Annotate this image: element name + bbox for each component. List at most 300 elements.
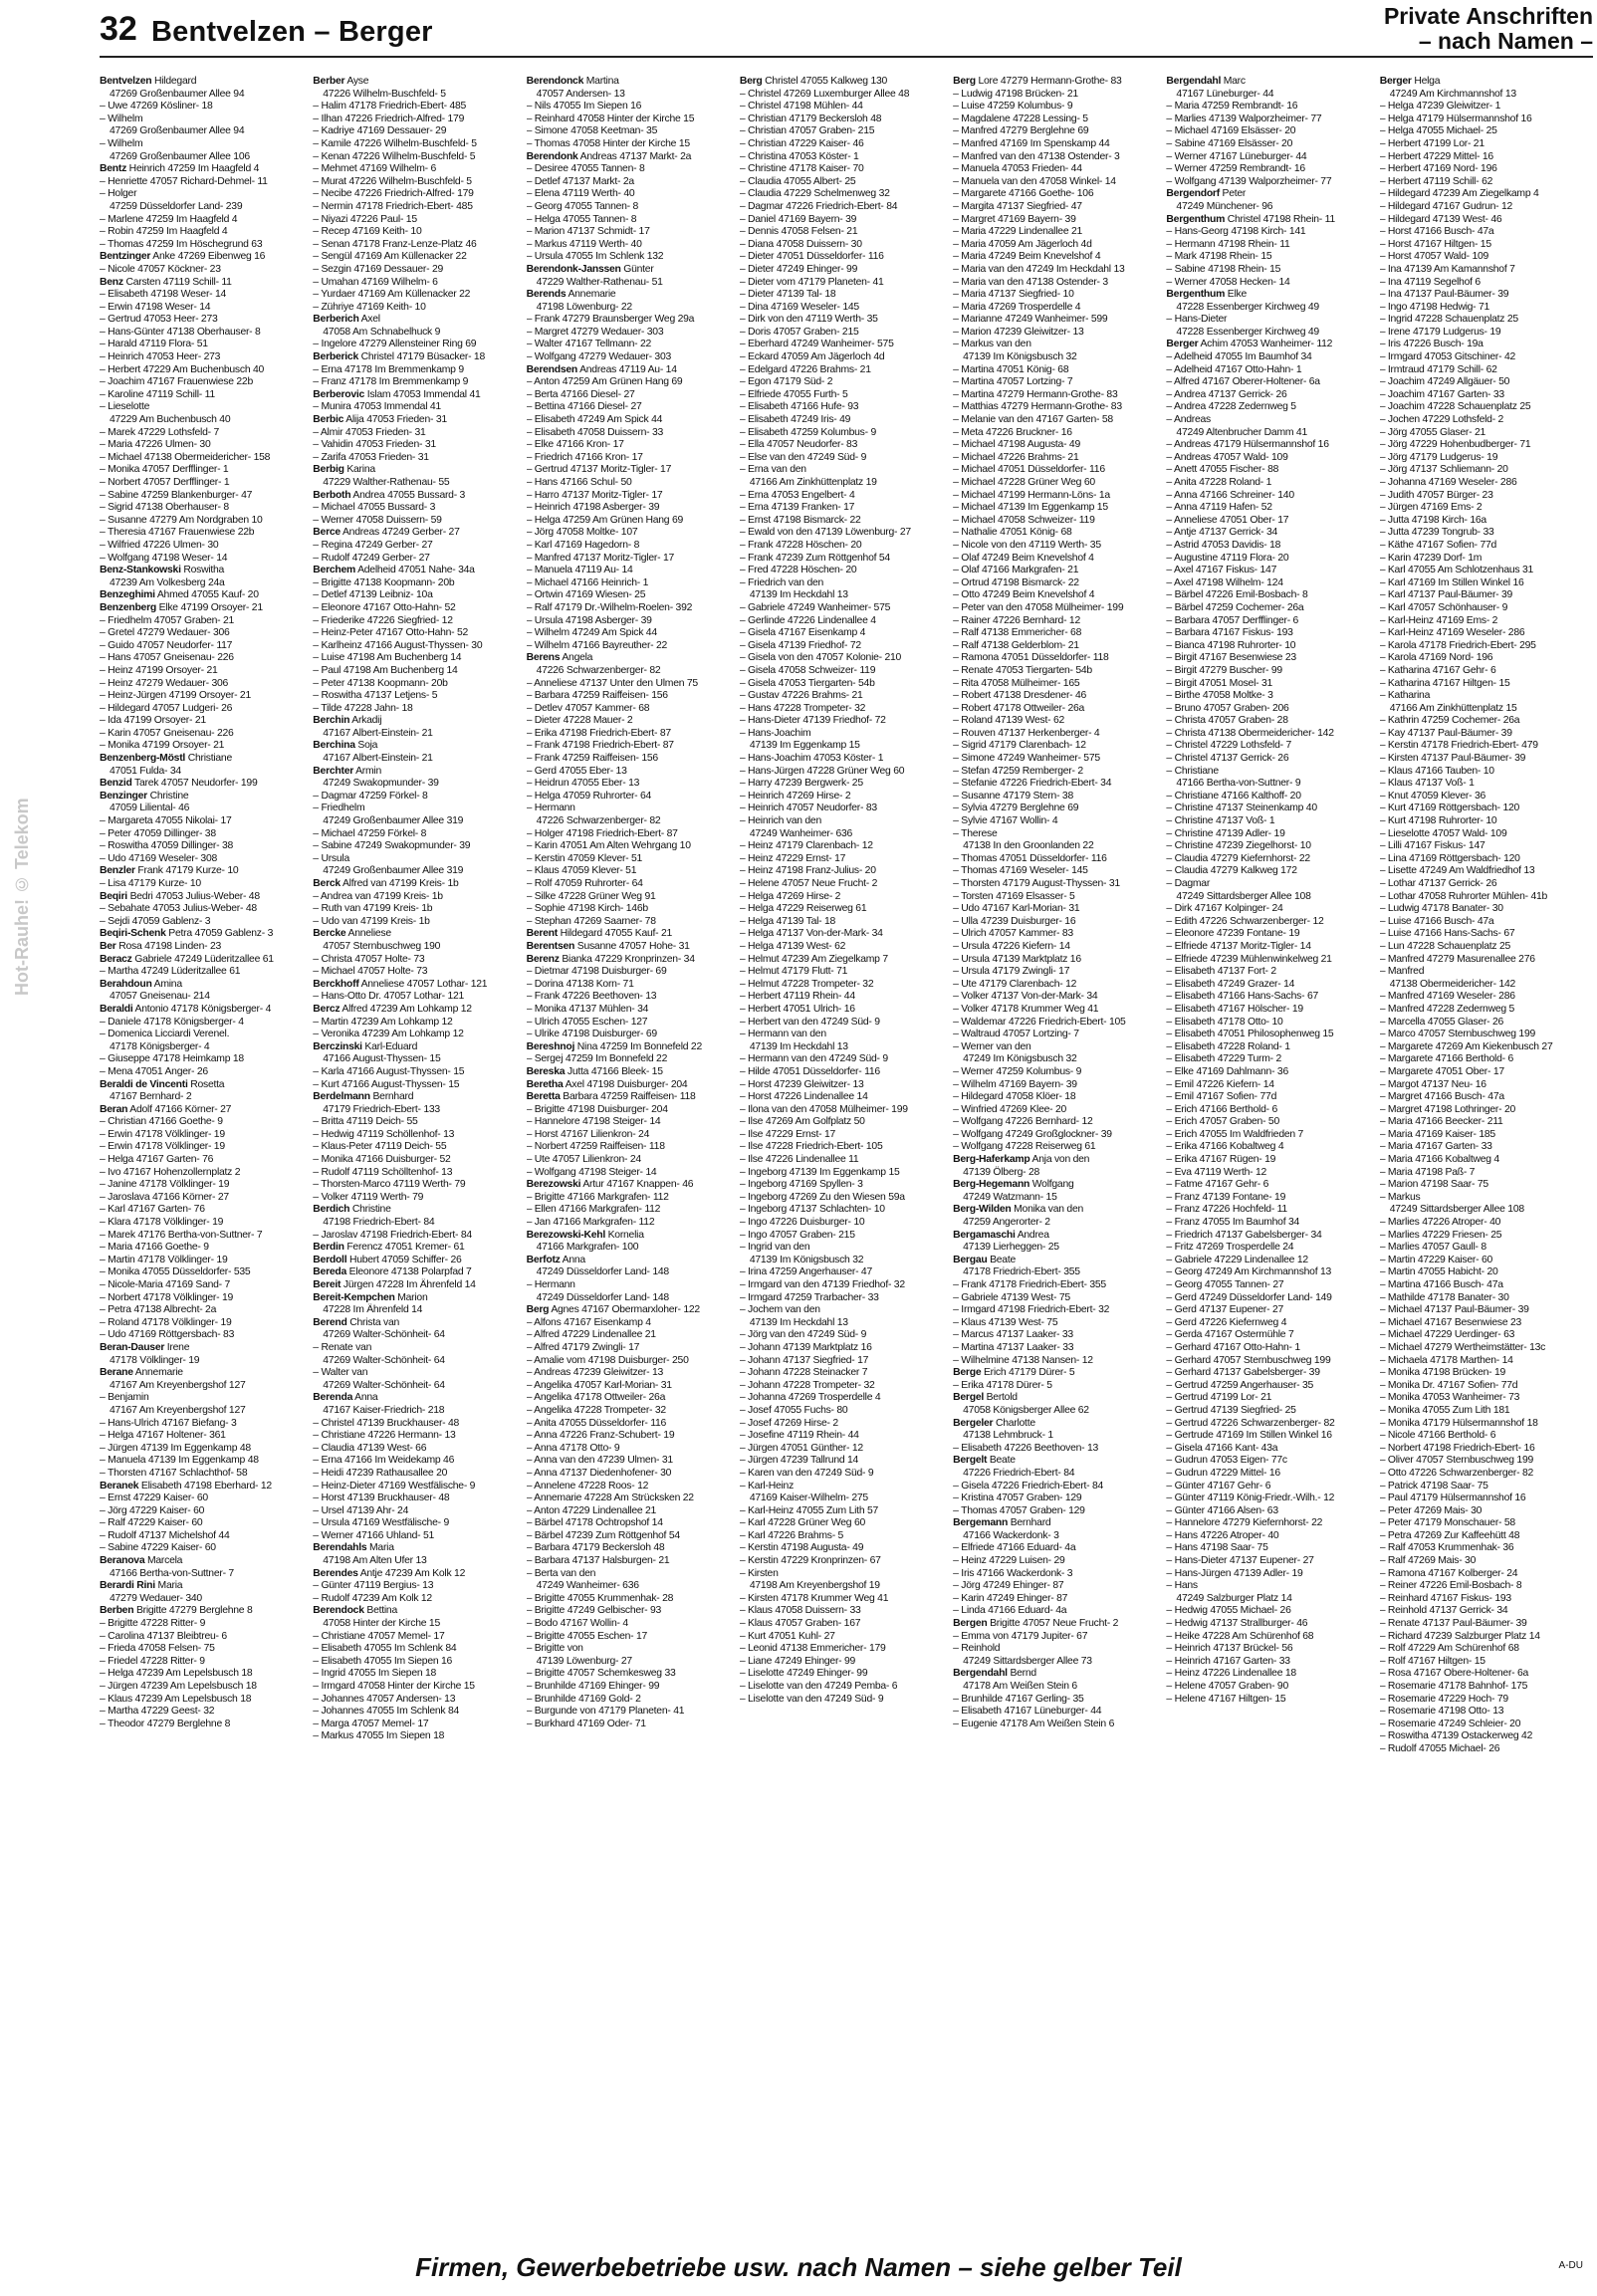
listing-entry (527, 1605, 730, 1618)
listing-entry (1380, 1079, 1583, 1092)
entry-text: – Karen van den 47249 Süd- 9 (739, 1467, 874, 1479)
entry-text: – Christine 47137 Voß- 1 (1166, 815, 1275, 827)
listing-entry (527, 715, 730, 728)
listing-entry (100, 89, 303, 102)
surname: Berahdoun (100, 978, 152, 990)
entry-text: – Klaus-Peter 47119 Deich- 55 (313, 1141, 447, 1153)
entry-text: – Udo 47169 Röttgersbach- 83 (100, 1329, 235, 1341)
entry-text: – Thomas 47259 Im Höschegrund 63 (100, 238, 263, 250)
entry-text: – Brigitte 47055 Eschen- 17 (526, 1630, 648, 1642)
entry-text: – Marlies 47226 Atroper- 40 (1379, 1217, 1501, 1229)
surname: Berardi Rini (100, 1580, 155, 1592)
page-number: 32 (100, 10, 137, 48)
listing-entry (1380, 515, 1583, 528)
listing-entry (953, 853, 1156, 866)
listing-entry (953, 138, 1156, 151)
listing-entry (953, 1443, 1156, 1456)
listing-entry-head (527, 941, 730, 954)
listing-entry (1166, 652, 1369, 665)
listing-entry (740, 853, 943, 866)
entry-text: 47229 Walther-Rathenau- 51 (536, 276, 663, 288)
listing-entry (1380, 803, 1583, 815)
listing-entry (740, 640, 943, 653)
listing-entry (953, 703, 1156, 716)
entry-text: – Kenan 47226 Wilhelm-Buschfeld- 5 (313, 150, 476, 162)
entry-text: Christel 47055 Kalkweg 130 (762, 76, 888, 87)
entry-text: Amina (151, 978, 182, 990)
listing-entry (1166, 540, 1369, 553)
listing-entry (953, 527, 1156, 540)
entry-text: 47139 Im Eggenkamp 15 (749, 740, 860, 752)
listing-entry (740, 1029, 943, 1041)
surname: Berendahls (313, 1542, 367, 1554)
listing-entry (1166, 1367, 1369, 1380)
listing-entry-head (527, 1304, 730, 1317)
listing-entry (313, 1141, 516, 1154)
entry-text: – Volker 47119 Werth- 79 (313, 1191, 424, 1203)
listing-entry (313, 589, 516, 602)
entry-text: – Harry 47239 Bergwerk- 25 (739, 778, 863, 790)
listing-entry (740, 941, 943, 954)
listing-entry-head (740, 76, 943, 89)
surname: Berberich (313, 314, 359, 326)
listing-entry (1166, 865, 1369, 878)
listing-entry (740, 1392, 943, 1405)
entry-text: – Herbert 47229 Mittel- 16 (1379, 150, 1493, 162)
listing-entry (1166, 1017, 1369, 1030)
entry-text: – Kurt 47051 Kuhl- 27 (739, 1630, 835, 1642)
listing-entry (740, 515, 943, 528)
listing-entry (1380, 1706, 1583, 1719)
entry-text: – Ralf 47179 Dr.-Wilhelm-Roelen- 392 (526, 601, 693, 613)
listing-entry (100, 1668, 303, 1681)
entry-text: – Erich 47055 Im Waldfrieden 7 (1166, 1128, 1304, 1140)
listing-entry-head (527, 1041, 730, 1054)
listing-entry (740, 1468, 943, 1481)
entry-text: 47139 Im Königsbusch 32 (963, 351, 1077, 363)
listing-entry (313, 264, 516, 277)
entry-text: – Gisela 47139 Friedhof- 72 (739, 639, 861, 651)
entry-text: – Rudolf 47055 Michael- 26 (1379, 1742, 1500, 1754)
entry-text: – Brunhilde 47169 Ehinger- 99 (526, 1681, 660, 1692)
listing-entry (313, 728, 516, 741)
entry-text: – Erich 47057 Graben- 50 (1166, 1116, 1279, 1128)
entry-text: Elke (1225, 289, 1247, 301)
listing-entry (1380, 1605, 1583, 1618)
entry-text: 47249 Altenbrucher Damm 41 (1176, 426, 1307, 438)
entry-text: – Margarete 47051 Ober- 17 (1379, 1065, 1504, 1077)
listing-entry (1166, 1468, 1369, 1481)
listing-entry (100, 1329, 303, 1342)
entry-text: – Erna 47166 Im Weidekamp 46 (313, 1455, 455, 1467)
listing-entry (740, 226, 943, 239)
entry-text: – Marcella 47055 Glaser- 26 (1379, 1016, 1504, 1028)
entry-text: – Werner van den (953, 1040, 1031, 1052)
entry-text: – Stefanie 47226 Friedrich-Ebert- 34 (953, 778, 1112, 790)
entry-text: – Jürgen 47139 Im Eggenkamp 48 (100, 1442, 251, 1454)
entry-text: – Annelene 47228 Roos- 12 (526, 1480, 649, 1492)
listing-entry (1380, 188, 1583, 201)
listing-entry (1380, 1468, 1583, 1481)
listing-entry (953, 1505, 1156, 1518)
listing-entry (313, 865, 516, 878)
listing-entry (1380, 1116, 1583, 1129)
entry-text: – Wolfgang 47198 Steiger- 14 (526, 1166, 657, 1178)
surname: Bergamaschi (953, 1229, 1016, 1241)
listing-entry (1380, 1481, 1583, 1493)
entry-text: – Gisela 47058 Schweizer- 119 (739, 664, 876, 676)
listing-entry (527, 515, 730, 528)
entry-text: – Almir 47053 Frieden- 31 (313, 426, 426, 438)
listing-entry (953, 339, 1156, 351)
listing-entry (1166, 490, 1369, 503)
entry-text: – Martina 47137 Laaker- 33 (953, 1341, 1074, 1353)
listing-entry-head (313, 1004, 516, 1017)
listing-entry (740, 815, 943, 828)
listing-entry (740, 314, 943, 327)
entry-text: – Andreas 47057 Wald- 109 (1166, 451, 1288, 463)
listing-entry (1380, 1104, 1583, 1117)
entry-text: – Regina 47249 Gerber- 27 (313, 539, 433, 551)
surname: Beran (100, 1103, 128, 1115)
entry-text: – Michael 47055 Bussard- 3 (313, 502, 436, 514)
listing-entry (1380, 477, 1583, 490)
entry-text: Charlotte (993, 1417, 1035, 1429)
listing-entry (100, 527, 303, 540)
listing-entry-head (527, 151, 730, 164)
entry-text: – Michael 47169 Elsässer- 20 (1166, 125, 1296, 137)
listing-entry-head (953, 1204, 1156, 1217)
entry-text: – Udo 47167 Karl-Morian- 31 (953, 903, 1080, 915)
listing-entry (313, 1656, 516, 1669)
surname: Benz (100, 276, 123, 288)
entry-text: – Margarete 47269 Am Kiekenbusch 27 (1379, 1040, 1553, 1052)
listing-entry (1166, 1568, 1369, 1581)
entry-text: – Günter 47166 Alsen- 63 (1166, 1504, 1278, 1516)
entry-text: – Joachim 47167 Frauenwiese 22b (100, 376, 253, 388)
entry-text: – Burgunde von 47179 Planeten- 41 (526, 1706, 685, 1718)
entry-text: – Renate 47053 Tiergarten- 54b (953, 664, 1092, 676)
entry-text: – Gerhard 47057 Sternbuschweg 199 (1166, 1354, 1331, 1366)
entry-text: – Reinhard 47058 Hinter der Kirche 15 (526, 113, 695, 124)
entry-text: – Karl-Heinz 47169 Weseler- 286 (1379, 627, 1525, 639)
entry-text: – Hans-Georg 47198 Kirch- 141 (1166, 226, 1306, 238)
listing-entry (1166, 226, 1369, 239)
listing-entry (1166, 991, 1369, 1004)
listing-entry (953, 1355, 1156, 1368)
entry-text: – Michael 47057 Holte- 73 (313, 966, 428, 978)
entry-text: – Maria 47059 Am Jägerloch 4d (953, 238, 1092, 250)
entry-text: – Kurt 47166 August-Thyssen- 15 (313, 1078, 460, 1090)
listing-entry (313, 1517, 516, 1530)
entry-text: – Henriette 47057 Richard-Dehmel- 11 (100, 175, 268, 187)
entry-text: – Ivo 47167 Hohenzollernplatz 2 (100, 1166, 241, 1178)
listing-entry-head (527, 364, 730, 377)
listing-entry (953, 916, 1156, 929)
entry-text: – Ruth van 47199 Kreis- 1b (313, 903, 433, 915)
listing-entry (1380, 791, 1583, 804)
entry-text: – Wilhelm 47169 Bayern- 39 (953, 1078, 1077, 1090)
entry-text: – Fred 47228 Höschen- 20 (739, 565, 857, 576)
listing-entry-head (313, 979, 516, 992)
entry-text: 47058 Am Schnabelhuck 9 (323, 326, 441, 338)
listing-entry (100, 640, 303, 653)
entry-text: – Jörg 47229 Kaiser- 60 (100, 1504, 205, 1516)
listing-entry (100, 1279, 303, 1292)
entry-text: – Irmgard 47058 Hinter der Kirche 15 (313, 1681, 475, 1692)
entry-text: Axel 47198 Duisburger- 204 (563, 1078, 688, 1090)
entry-text: – Heinrich 47137 Brückel- 56 (1166, 1643, 1293, 1655)
listing-entry (100, 439, 303, 452)
entry-text: – Barbara 47179 Beckersloh 48 (526, 1542, 665, 1554)
listing-entry (313, 753, 516, 766)
surname: Bergenthum (1166, 213, 1226, 225)
entry-text: – Guido 47057 Neudorfer- 117 (100, 639, 233, 651)
listing-entry (1166, 251, 1369, 264)
listing-entry (100, 314, 303, 327)
listing-entry (527, 703, 730, 716)
entry-text: – Ingrid 47228 Schauenplatz 25 (1379, 314, 1518, 326)
listing-entry (100, 452, 303, 465)
entry-text: – Heinz 47229 Ernst- 17 (739, 852, 846, 864)
entry-text: – Irmgard van den 47139 Friedhof- 32 (739, 1279, 905, 1290)
entry-text: – Kerstin 47229 Kronprinzen- 67 (739, 1555, 881, 1567)
listing-entry (1166, 1279, 1369, 1292)
listing-entry (740, 1292, 943, 1305)
listing-entry-head (953, 1517, 1156, 1530)
listing-entry (313, 627, 516, 640)
entry-text: 47228 Im Ährenfeld 14 (323, 1304, 423, 1316)
listing-entry (313, 89, 516, 102)
listing-entry (740, 1405, 943, 1418)
listing-entry (100, 1255, 303, 1267)
listing-entry (740, 627, 943, 640)
entry-text: – Elena 47119 Werth- 40 (526, 188, 635, 200)
surname: Bereda (313, 1266, 347, 1278)
entry-text: – Elfriede 47055 Furth- 5 (739, 388, 848, 400)
listing-entry (1166, 502, 1369, 515)
entry-text: – Johann 47228 Steinacker 7 (739, 1367, 868, 1379)
listing-entry (953, 1029, 1156, 1041)
listing-entry (100, 1618, 303, 1631)
entry-text: – Katharina 47167 Gehr- 6 (1379, 664, 1496, 676)
listing-entry (100, 553, 303, 566)
listing-entry (527, 728, 730, 741)
entry-text: – Hedwig 47137 Strallburger- 46 (1166, 1618, 1308, 1630)
listing-entry (313, 577, 516, 590)
entry-text: – Fatme 47167 Gehr- 6 (1166, 1179, 1269, 1191)
entry-text: – Gudrun 47229 Mittel- 16 (1166, 1467, 1280, 1479)
entry-text: – Reinhold 47137 Gerrick- 34 (1379, 1605, 1508, 1617)
listing-entry (1380, 853, 1583, 866)
listing-entry (1380, 302, 1583, 315)
entry-text: – Anna van den 47239 Ulmen- 31 (526, 1455, 673, 1467)
surname: Berce (313, 527, 341, 539)
entry-text: – Brigitte 47249 Gelbischer- 93 (526, 1605, 662, 1617)
entry-text: – Murat 47226 Wilhelm-Buschfeld- 5 (313, 175, 472, 187)
listing-entry (740, 891, 943, 904)
entry-text: – Silke 47228 Grüner Weg 91 (526, 890, 656, 902)
entry-text: – Michael 47198 Augusta- 49 (953, 439, 1080, 451)
listing-entry (313, 1053, 516, 1066)
listing-entry (1166, 1455, 1369, 1468)
surname: Berendes (313, 1567, 358, 1579)
entry-text: – Katharina (1379, 690, 1431, 702)
listing-entry (740, 477, 943, 490)
listing-entry-head (313, 878, 516, 891)
listing-entry (313, 289, 516, 302)
entry-text: – Maria 47198 Paß- 7 (1379, 1166, 1476, 1178)
entry-text: – Friedhelm (313, 803, 365, 814)
listing-entry (1380, 251, 1583, 264)
entry-text: – Thorsten 47179 August-Thyssen- 31 (953, 878, 1120, 889)
entry-text: – Christa 47057 Graben- 28 (1166, 715, 1288, 727)
entry-text: 47249 Sittardsberger Allee 108 (1176, 890, 1311, 902)
listing-entry (100, 401, 303, 414)
entry-text: – Ludwig 47198 Brücken- 21 (953, 88, 1078, 100)
entry-text: 47279 Wedauer- 340 (110, 1592, 202, 1604)
listing-entry (953, 1242, 1156, 1255)
listing-entry-head (100, 76, 303, 89)
entry-text: – Helga 47055 Michael- 25 (1379, 125, 1497, 137)
entry-text: – Benjamin (100, 1392, 149, 1404)
entry-text: Bertold (983, 1392, 1018, 1404)
listing-entry (953, 979, 1156, 992)
entry-text: 47269 Großenbaumer Allee 94 (110, 125, 245, 137)
entry-text: Marcela (144, 1555, 183, 1567)
entry-text: – Otto 47226 Schwarzenberger- 82 (1379, 1467, 1534, 1479)
entry-text: – Andrea 47137 Gerrick- 26 (1166, 388, 1287, 400)
listing-entry (100, 151, 303, 164)
listing-entry (1166, 640, 1369, 653)
entry-text: – Roland 47139 West- 62 (953, 715, 1065, 727)
entry-text: – Ingeborg 47137 Schlachten- 10 (739, 1204, 885, 1216)
entry-text: Susanne 47057 Hohe- 31 (574, 940, 690, 952)
entry-text: – Robin 47259 Im Haagfeld 4 (100, 226, 228, 238)
listing-entry-head (313, 527, 516, 540)
entry-text: – Ingo 47198 Hedwig- 71 (1379, 301, 1490, 313)
listing-entry (313, 941, 516, 954)
listing-entry (1380, 1694, 1583, 1707)
entry-text: 47249 Sittardsberger Allee 108 (1389, 1204, 1524, 1216)
listing-entry (953, 778, 1156, 791)
entry-text: – Oliver 47057 Sternbuschweg 199 (1379, 1455, 1534, 1467)
entry-text: 47239 Am Volkesberg 24a (110, 576, 225, 588)
entry-text: – Thomas 47051 Düsseldorfer- 116 (953, 852, 1107, 864)
listing-entry (1166, 302, 1369, 315)
listing-entry (1380, 1668, 1583, 1681)
listing-entry (953, 766, 1156, 779)
telekom-watermark: Hot-Rauhe! © Telekom (12, 798, 32, 996)
listing-entry-head (100, 891, 303, 904)
entry-text: – Ina 47119 Segelhof 6 (1379, 276, 1481, 288)
listing-entry (953, 302, 1156, 315)
listing-entry (313, 1694, 516, 1707)
listing-entry (953, 289, 1156, 302)
entry-text: – Meta 47226 Bruckner- 16 (953, 426, 1072, 438)
listing-entry (740, 1066, 943, 1079)
entry-text: – Helga 47269 Hirse- 2 (739, 890, 841, 902)
listing-entry (953, 327, 1156, 340)
listing-entry (1166, 1242, 1369, 1255)
entry-text: Islam 47053 Immendal 41 (364, 388, 481, 400)
listing-entry (1166, 966, 1369, 979)
entry-text: – Eleonore 47167 Otto-Hahn- 52 (313, 601, 456, 613)
entry-text: – Dennis 47058 Felsen- 21 (739, 226, 858, 238)
listing-entry-head (100, 941, 303, 954)
entry-text: – Gisela 47053 Tiergarten- 54b (739, 677, 875, 689)
listing-entry (1380, 1154, 1583, 1167)
entry-text: – Ulrike 47198 Duisburger- 69 (526, 1029, 657, 1040)
entry-text: – Ursula 47198 Asberger- 39 (526, 614, 652, 626)
listing-entry (1380, 966, 1583, 979)
entry-text: – Daniele 47178 Königsberger- 4 (100, 1016, 244, 1028)
listing-entry (100, 840, 303, 853)
entry-text: 47139 Im Königsbusch 32 (749, 1254, 864, 1265)
entry-text: – Helga 47179 Hülsermannshof 16 (1379, 113, 1532, 124)
entry-text: – Hans-Otto Dr. 47057 Lothar- 121 (313, 991, 465, 1003)
listing-entry (740, 1230, 943, 1243)
listing-entry (100, 916, 303, 929)
listing-entry (313, 828, 516, 841)
entry-text: – Christel 47139 Bruckhauser- 48 (313, 1417, 460, 1429)
listing-entry (527, 1580, 730, 1593)
listing-entry (740, 1242, 943, 1255)
entry-text: – Jörg 47137 Schliemann- 20 (1379, 464, 1508, 476)
entry-text: – Erika 47198 Friedrich-Ebert- 87 (526, 727, 671, 739)
entry-text: – Heinrich van den (739, 815, 821, 827)
entry-text: – Hedwig 47119 Schöllenhof- 13 (313, 1128, 455, 1140)
entry-text: – Lun 47228 Schauenplatz 25 (1379, 940, 1511, 952)
entry-text: – Astrid 47053 Davidis- 18 (1166, 539, 1281, 551)
entry-text: – Helga 47137 Von-der-Mark- 34 (739, 928, 883, 940)
column-7 (1380, 76, 1583, 2242)
listing-entry (740, 1204, 943, 1217)
entry-text: – Sylvie 47167 Wollin- 4 (953, 815, 1058, 827)
listing-entry (953, 1017, 1156, 1030)
surname: Berberovic (313, 388, 365, 400)
listing-entry (527, 138, 730, 151)
listing-entry (313, 1593, 516, 1606)
entry-text: – Hans-Ulrich 47167 Biefang- 3 (100, 1417, 237, 1429)
entry-text: – Monika 47053 Wanheimer- 73 (1379, 1392, 1520, 1404)
entry-text: – Torsten 47169 Elsasser- 5 (953, 890, 1075, 902)
listing-entry (1166, 815, 1369, 828)
entry-text: – Johann 47228 Trompeter- 32 (739, 1379, 875, 1391)
entry-text: – Manfred 47169 Weseler- 286 (1379, 991, 1515, 1003)
listing-entry (100, 376, 303, 389)
entry-text: – Karl 47228 Grüner Weg 60 (739, 1517, 866, 1529)
listing-entry (527, 903, 730, 916)
listing-entry (953, 1580, 1156, 1593)
listing-entry (100, 302, 303, 315)
entry-text: Roswitha (180, 565, 225, 576)
listing-entry (1380, 602, 1583, 615)
entry-text: – Iris 47166 Wackerdonk- 3 (953, 1567, 1073, 1579)
entry-text: Anna (352, 1392, 378, 1404)
surname: Berentsen (526, 940, 575, 952)
entry-text: – Veronika 47239 Am Lohkamp 12 (313, 1029, 464, 1040)
listing-entry (1380, 1418, 1583, 1431)
column-1 (100, 76, 303, 2242)
entry-text: – Anna 47226 Franz-Schubert- 19 (526, 1430, 675, 1442)
listing-entry (313, 515, 516, 528)
entry-text: – Christian 47229 Kaiser- 46 (739, 137, 864, 149)
listing-entry (100, 1405, 303, 1418)
entry-text: – Sylvia 47279 Berglehne 69 (953, 803, 1079, 814)
entry-text: 47249 Großenbaumer Allee 319 (323, 815, 464, 827)
listing-entry (953, 803, 1156, 815)
